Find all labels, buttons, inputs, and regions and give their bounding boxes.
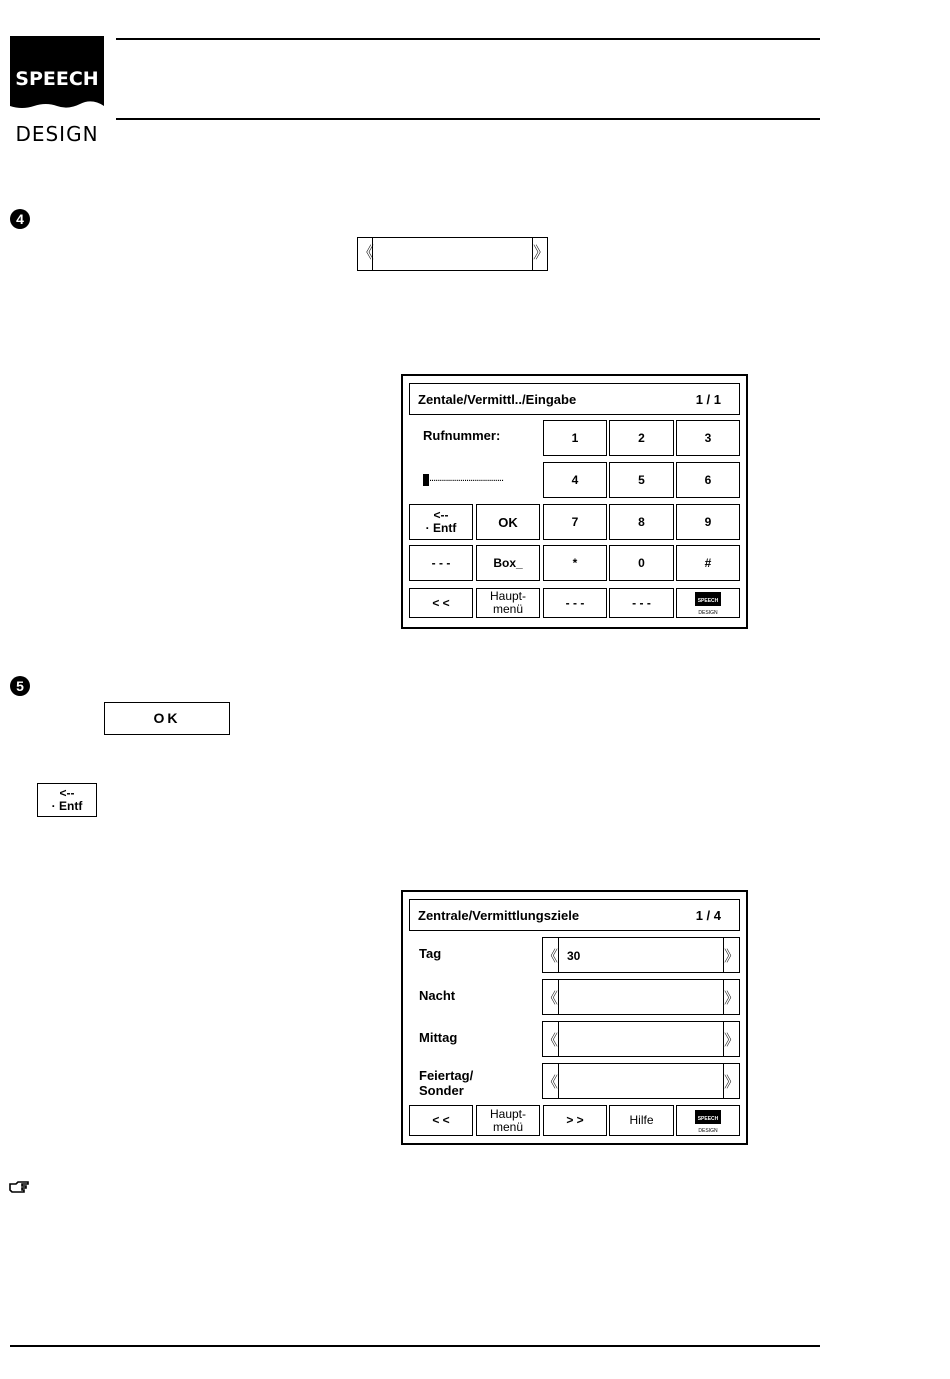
key-3[interactable]: 3 — [676, 420, 740, 456]
back-button[interactable]: < < — [409, 588, 473, 618]
main-menu-label-top: Haupt- — [489, 589, 527, 603]
rufnummer-label: Rufnummer: — [423, 428, 501, 443]
field-right-icon[interactable]: 》 — [723, 1022, 739, 1056]
key-1[interactable]: 1 — [543, 420, 607, 456]
panel1-title: Zentale/Vermittl../Eingabe — [418, 392, 577, 407]
mini-logo-design: DESIGN — [698, 610, 718, 616]
delete-arrow-icon-standalone: <-- — [59, 786, 75, 800]
key-9[interactable]: 9 — [676, 504, 740, 540]
panel2-titlebar — [409, 899, 740, 931]
mini-logo-speech: SPEECH — [697, 598, 719, 604]
main-menu-button[interactable] — [476, 588, 540, 618]
row-label-tag: Tag — [419, 946, 442, 961]
back-button[interactable]: < < — [409, 1105, 473, 1136]
speech-design-mini-logo-icon — [695, 1110, 721, 1132]
delete-label: · Entf — [425, 521, 457, 535]
speech-design-logo — [10, 36, 104, 144]
key-2[interactable]: 2 — [609, 420, 674, 456]
key-star[interactable]: * — [543, 545, 607, 581]
delete-label-standalone: · Entf — [51, 799, 83, 813]
speech-design-mini-logo-icon — [695, 592, 721, 614]
key-6[interactable]: 6 — [676, 462, 740, 498]
panel2-title: Zentrale/Vermittlungsziele — [418, 908, 580, 923]
row-value-tag: 30 — [567, 949, 581, 963]
row-field-mittag[interactable] — [542, 1021, 740, 1057]
empty-key-1[interactable]: - - - — [409, 545, 473, 581]
ok-button[interactable]: OK — [104, 702, 230, 735]
field-left-icon[interactable]: 《 — [543, 1022, 559, 1056]
entry-field[interactable]: .................................... — [429, 472, 504, 484]
panel2-page-indicator: 1 / 4 — [695, 908, 721, 923]
key-8[interactable]: 8 — [609, 504, 674, 540]
key-0[interactable]: 0 — [609, 545, 674, 581]
empty-key-3[interactable]: - - - — [609, 588, 674, 618]
pointing-hand-icon — [8, 1180, 32, 1194]
step-5-marker: 5 — [10, 676, 30, 696]
key-hash[interactable]: # — [676, 545, 740, 581]
field-left-icon[interactable]: 《 — [543, 980, 559, 1014]
key-4[interactable]: 4 — [543, 462, 607, 498]
delete-arrow-icon: <-- — [433, 508, 449, 522]
help-button[interactable]: Hilfe — [609, 1105, 674, 1136]
main-menu-label-top: Haupt- — [489, 1106, 527, 1121]
logo-speech-text: SPEECH — [15, 68, 99, 90]
row-field-tag[interactable] — [542, 937, 740, 973]
delete-button-standalone[interactable] — [37, 783, 97, 817]
main-menu-button[interactable] — [476, 1105, 540, 1136]
box-key[interactable]: Box_ — [476, 545, 540, 581]
panel1-page-indicator: 1 / 1 — [695, 392, 721, 407]
header-rule-top — [116, 38, 820, 40]
logo-button[interactable] — [676, 1105, 740, 1136]
footer-rule — [10, 1345, 820, 1347]
main-menu-label-bottom: menü — [492, 1119, 524, 1134]
field-left-icon[interactable]: 《 — [543, 938, 559, 972]
scroll-right-icon[interactable]: 》 — [532, 238, 547, 270]
mini-logo-speech: SPEECH — [697, 1115, 719, 1122]
field-right-icon[interactable]: 》 — [723, 980, 739, 1014]
empty-key-2[interactable]: - - - — [543, 588, 607, 618]
main-menu-label-bottom: menü — [492, 602, 524, 616]
field-right-icon[interactable]: 》 — [723, 938, 739, 972]
row-label-nacht: Nacht — [419, 988, 456, 1003]
mini-logo-design: DESIGN — [698, 1127, 718, 1134]
key-7[interactable]: 7 — [543, 504, 607, 540]
scroll-field-example[interactable] — [357, 237, 548, 271]
scroll-left-icon[interactable]: 《 — [358, 238, 373, 270]
ok-key[interactable]: OK — [476, 504, 540, 540]
panel1-titlebar — [409, 383, 740, 415]
field-left-icon[interactable]: 《 — [543, 1064, 559, 1098]
switchboard-targets-panel — [401, 890, 748, 1145]
dial-entry-panel — [401, 374, 748, 629]
logo-button[interactable] — [676, 588, 740, 618]
row-field-feiertag[interactable] — [542, 1063, 740, 1099]
row-label-feiertag: Feiertag/ Sonder — [419, 1068, 474, 1098]
logo-design-text: DESIGN — [15, 122, 99, 146]
row-field-nacht[interactable] — [542, 979, 740, 1015]
row-label-mittag: Mittag — [419, 1030, 458, 1045]
header-rule-bottom — [116, 118, 820, 120]
forward-button[interactable]: > > — [543, 1105, 607, 1136]
delete-button[interactable] — [409, 504, 473, 540]
key-5[interactable]: 5 — [609, 462, 674, 498]
field-right-icon[interactable]: 》 — [723, 1064, 739, 1098]
step-4-marker: 4 — [10, 209, 30, 229]
